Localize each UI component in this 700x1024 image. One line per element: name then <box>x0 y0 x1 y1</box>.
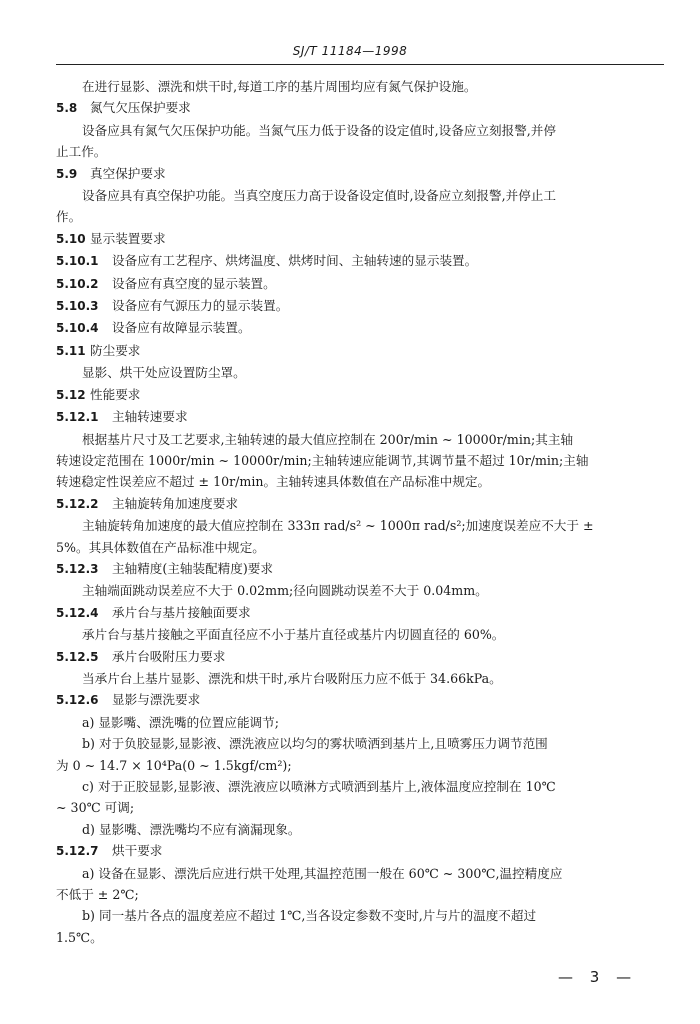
document-body <box>56 76 668 948</box>
clause-title: 氮气欠压保护要求 <box>90 100 191 116</box>
clause-number: 5.10.3 <box>56 299 99 314</box>
section-heading <box>56 163 668 185</box>
list-item: c) 对于正胶显影,显影液、漂洗液应以喷淋方式喷洒到基片上,液体温度应控制在 10℃ <box>82 779 556 794</box>
list-item: a) 显影嘴、漂洗嘴的位置应能调节; <box>82 714 279 730</box>
para-line: 5%。其具体数值在产品标准中规定。 <box>56 539 265 555</box>
clause-number: 5.12.7 <box>56 844 99 859</box>
clause-line <box>56 558 668 580</box>
clause-title: 承片台吸附压力要求 <box>112 648 226 664</box>
clause-number: 5.12.2 <box>56 496 99 511</box>
para-line: 为 0 ~ 14.7 × 10⁴Pa(0 ~ 1.5kgf/cm²); <box>56 757 292 773</box>
clause-text: 设备应有故障显示装置。 <box>112 320 251 336</box>
clause-line <box>56 602 668 624</box>
para-line: ~ 30℃ 可调; <box>56 800 135 816</box>
clause-title: 主轴转速要求 <box>112 409 188 425</box>
clause-line <box>56 646 668 668</box>
clause-number: 5.11 <box>56 343 86 358</box>
para-line: 转速稳定性误差应不超过 ± 10r/min。主轴转速具体数值在产品标准中规定。 <box>56 474 491 490</box>
list-item: d) 显影嘴、漂洗嘴均不应有滴漏现象。 <box>82 821 301 837</box>
clause-number: 5.12.4 <box>56 605 99 620</box>
para-line: 作。 <box>56 209 82 225</box>
clause-title: 防尘要求 <box>90 342 141 358</box>
clause-title: 烘干要求 <box>112 843 163 859</box>
para-line: 设备应具有氮气欠压保护功能。当氮气压力低于设备的设定值时,设备应立刻报警,并停 <box>82 122 556 138</box>
clause-number: 5.12.6 <box>56 693 99 708</box>
para-line: 设备应具有真空保护功能。当真空度压力高于设备设定值时,设备应立刻报警,并停止工 <box>82 188 556 204</box>
clause-number: 5.12.1 <box>56 410 99 425</box>
para-line: 当承片台上基片显影、漂洗和烘干时,承片台吸附压力应不低于 34.66kPa。 <box>82 670 502 686</box>
header-rule <box>56 64 664 65</box>
clause-number: 5.8 <box>56 101 78 116</box>
clause-line <box>56 250 668 272</box>
page-number: — 3 — <box>558 968 638 986</box>
clause-number: 5.12.3 <box>56 561 99 576</box>
clause-title: 承片台与基片接触面要求 <box>112 604 251 620</box>
clause-number: 5.10.1 <box>56 254 99 269</box>
clause-line <box>56 840 668 862</box>
para-line: 主轴旋转角加速度的最大值应控制在 333π rad/s² ~ 1000π rad/s²;加速度误差应不大于 ± <box>82 518 594 534</box>
para-line: 显影、烘干处应设置防尘罩。 <box>82 365 246 381</box>
clause-number: 5.12.5 <box>56 649 99 664</box>
list-item: a) 设备在显影、漂洗后应进行烘干处理,其温控范围一般在 60℃ ~ 300℃,温控精度应 <box>82 865 563 881</box>
clause-line <box>56 273 668 295</box>
para-line: 在进行显影、漂洗和烘干时,每道工序的基片周围均应有氮气保护设施。 <box>82 79 477 94</box>
clause-number: 5.10.4 <box>56 321 99 336</box>
para-line: 主轴端面跳动误差应不大于 0.02mm;径向圆跳动误差不大于 0.04mm。 <box>82 583 488 599</box>
clause-line <box>56 493 668 515</box>
clause-number: 5.9 <box>56 166 78 181</box>
clause-title: 性能要求 <box>90 386 141 402</box>
clause-line <box>56 689 668 711</box>
clause-text: 设备应有真空度的显示装置。 <box>112 275 276 291</box>
clause-text: 设备应有气源压力的显示装置。 <box>112 298 289 314</box>
clause-line <box>56 317 668 339</box>
clause-title: 真空保护要求 <box>90 165 166 181</box>
clause-line <box>56 406 668 428</box>
clause-title: 显示装置要求 <box>90 230 166 246</box>
section-heading <box>56 384 668 406</box>
clause-number: 5.10 <box>56 231 86 246</box>
para-line: 不低于 ± 2℃; <box>56 887 139 903</box>
clause-number: 5.10.2 <box>56 276 99 291</box>
para-line: 根据基片尺寸及工艺要求,主轴转速的最大值应控制在 200r/min ~ 10000r/min;其主轴 <box>82 431 574 447</box>
section-heading <box>56 97 668 119</box>
clause-title: 显影与漂洗要求 <box>112 692 201 708</box>
para-line: 1.5℃。 <box>56 929 103 945</box>
section-heading <box>56 340 668 362</box>
para-line: 止工作。 <box>56 144 107 160</box>
running-header: SJ/T 11184—1998 <box>292 44 408 58</box>
list-item: b) 对于负胶显影,显影液、漂洗液应以均匀的雾状喷洒到基片上,且喷雾压力调节范围 <box>82 736 548 752</box>
clause-title: 主轴旋转角加速度要求 <box>112 495 238 511</box>
clause-text: 设备应有工艺程序、烘烤温度、烘烤时间、主轴转速的显示装置。 <box>112 253 478 269</box>
para-line: 转速设定范围在 1000r/min ~ 10000r/min;主轴转速应能调节,其调节量不超过 10r/min;主轴 <box>56 452 589 468</box>
section-heading <box>56 228 668 250</box>
list-item: b) 同一基片各点的温度差应不超过 1℃,当各设定参数不变时,片与片的温度不超过 <box>82 908 537 924</box>
clause-number: 5.12 <box>56 387 86 402</box>
clause-line <box>56 295 668 317</box>
clause-title: 主轴精度(主轴装配精度)要求 <box>112 560 273 576</box>
para-line: 承片台与基片接触之平面直径应不小于基片直径或基片内切圆直径的 60%。 <box>82 627 505 643</box>
